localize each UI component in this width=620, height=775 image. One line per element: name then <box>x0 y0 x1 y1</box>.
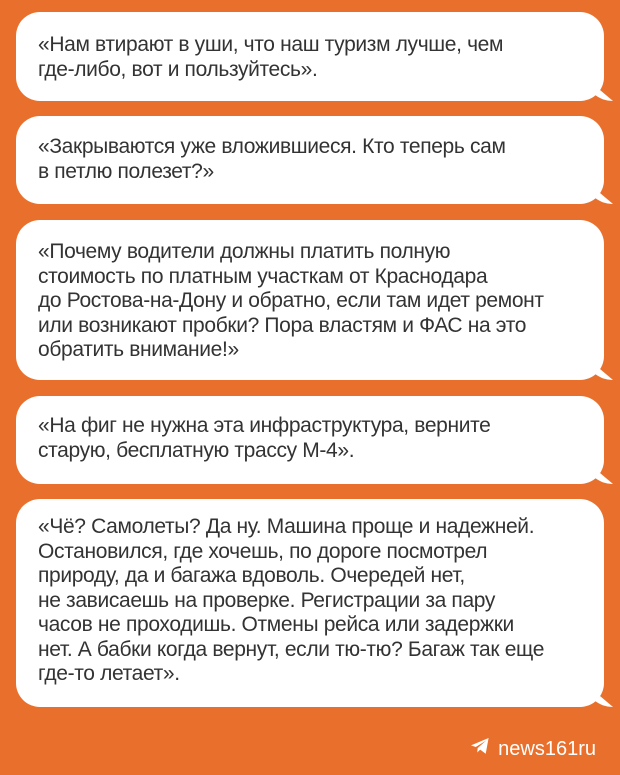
comment-text: «Нам втирают в уши, что наш туризм лучше, чем где-либо, вот и пользуйтесь». <box>38 33 504 81</box>
comment-text: «Закрываются уже вложившиеся. Кто теперь сам в петлю полезет?» <box>38 135 506 183</box>
comment-bubble-3 <box>16 220 604 380</box>
brand-watermark <box>470 737 596 761</box>
comment-bubble-1 <box>16 12 604 101</box>
comment-text: «Почему водители должны платить полную стоимость по платным участкам от Краснодара до Ростова-на-Дону и обратно, если там идет ремонт или возникают пробки? Пора властям и ФАС на это обратить внимание!» <box>38 240 544 361</box>
comment-bubble-4 <box>16 396 604 484</box>
telegram-icon <box>470 737 490 761</box>
comment-bubble-2 <box>16 116 604 204</box>
comment-text: «Чё? Самолеты? Да ну. Машина проще и надежней. Остановился, где хочешь, по дороге посмотрел природу, да и багажа вдоволь. Очередей нет, не зависаешь на проверке. Регистрации за пару часов не проходишь. Отмены рейса или задержки нет. А бабки когда вернут, если тю-тю? Багаж так еще где-то летает». <box>38 515 545 685</box>
brand-name: news161ru <box>498 737 596 760</box>
comment-bubble-5 <box>16 499 604 707</box>
comment-text: «На фиг не нужна эта инфраструктура, верните старую, бесплатную трассу М-4». <box>38 414 491 462</box>
